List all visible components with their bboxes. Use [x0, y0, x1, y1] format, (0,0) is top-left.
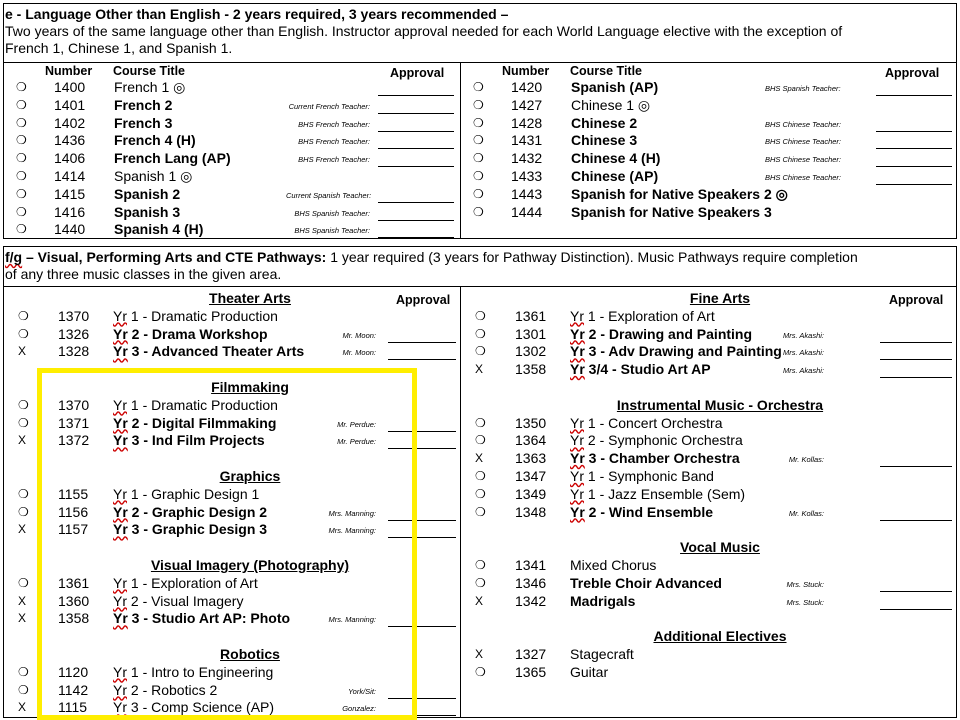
course-title: Yr 3 - Comp Science (AP) [113, 699, 275, 716]
course-mark[interactable]: ❍ [16, 80, 27, 94]
course-number: 1444 [511, 203, 543, 220]
group-title: Theater Arts [209, 290, 291, 306]
approval-line[interactable] [378, 202, 454, 203]
course-mark[interactable]: ❍ [18, 664, 29, 679]
course-mark[interactable]: X [18, 522, 27, 537]
course-mark[interactable]: ❍ [475, 415, 486, 430]
approval-line[interactable] [388, 359, 456, 360]
course-title: French Lang (AP) [114, 150, 231, 167]
group-title: Graphics [219, 468, 281, 484]
course-title: Yr 2 - Drawing and Painting [570, 325, 753, 342]
course-number: 1156 [58, 503, 89, 520]
course-number: 1302 [515, 343, 547, 360]
course-number: 1358 [58, 610, 90, 627]
course-title: Yr 3 - Chamber Orchestra [570, 450, 740, 467]
course-title: Yr 3 - Advanced Theater Arts [113, 343, 305, 360]
approval-label: Mrs. Manning: [328, 615, 376, 625]
approval-label: BHS Spanish Teacher: [294, 226, 370, 236]
course-title: Stagecraft [570, 646, 634, 662]
approval-line[interactable] [876, 95, 952, 96]
course-mark[interactable]: ❍ [475, 469, 486, 483]
course-title: Yr 1 - Symphonic Band [570, 468, 714, 484]
course-number: 1342 [515, 592, 547, 609]
course-number: 1155 [58, 485, 89, 502]
course-title: Yr 1 - Intro to Engineering [113, 663, 274, 680]
course-title: Yr 1 - Exploration of Art [113, 574, 258, 591]
approval-label: BHS French Teacher: [298, 137, 370, 147]
course-mark[interactable]: ❍ [18, 486, 29, 501]
highlight-box [37, 368, 417, 720]
course-title: Spanish 3 [114, 203, 181, 220]
course-title: Yr 3 - Adv Drawing and Painting [570, 343, 782, 360]
course-number: 1401 [54, 96, 86, 113]
course-title: Yr 2 - Symphonic Orchestra [570, 432, 743, 449]
course-number: 1361 [515, 307, 547, 324]
course-mark[interactable]: ❍ [473, 169, 484, 183]
course-number: 1346 [515, 574, 547, 591]
group-title: Vocal Music [680, 539, 760, 556]
course-title: Madrigals [570, 592, 636, 609]
approval-line[interactable] [876, 184, 952, 185]
course-mark[interactable]: ❍ [18, 415, 29, 430]
course-title: Treble Choir Advanced [570, 574, 722, 591]
arts-heading: f/g – Visual, Performing Arts and CTE Pathways: 1 year required (3 years for Pathway Distinction). Music Pathways require completion [5, 249, 858, 265]
course-mark[interactable]: ❍ [16, 115, 27, 130]
column-header-title: Course Title [570, 64, 643, 78]
course-mark[interactable]: ❍ [473, 133, 484, 148]
approval-line[interactable] [378, 166, 454, 167]
course-number: 1370 [58, 307, 90, 324]
course-mark[interactable]: ❍ [475, 433, 486, 448]
course-title: French 1 ◎ [114, 79, 186, 95]
course-title: Yr 2 - Digital Filmmaking [113, 414, 277, 431]
approval-line[interactable] [880, 591, 952, 592]
course-title: Guitar [570, 663, 609, 680]
course-title: French 4 (H) [114, 132, 196, 149]
approval-label: BHS Chinese Teacher: [765, 173, 842, 182]
approval-label: BHS French Teacher: [298, 119, 370, 129]
course-number: 1400 [54, 79, 86, 95]
course-mark[interactable]: ❍ [16, 133, 27, 148]
approval-label: Current Spanish Teacher: [286, 190, 372, 200]
course-mark[interactable]: ❍ [18, 682, 29, 697]
approval-label: Current French Teacher: [288, 101, 370, 111]
course-mark[interactable]: ❍ [16, 204, 27, 219]
approval-label: Mr. Moon: [342, 348, 376, 358]
group-title: Robotics [220, 646, 280, 662]
course-number: 1301 [515, 325, 547, 342]
approval-line[interactable] [378, 95, 454, 96]
course-mark[interactable]: ❍ [475, 308, 486, 323]
approval-label: Mrs. Akashi: [783, 330, 824, 340]
approval-line[interactable] [378, 113, 454, 114]
course-mark[interactable]: ❍ [18, 326, 29, 341]
course-title: Yr 2 - Robotics 2 [113, 681, 218, 698]
course-mark[interactable]: ❍ [18, 575, 29, 590]
approval-line[interactable] [378, 148, 454, 149]
course-number: 1327 [515, 646, 547, 662]
approval-line[interactable] [880, 359, 952, 360]
course-mark[interactable]: ❍ [16, 151, 27, 166]
course-title: Yr 1 - Concert Orchestra [570, 414, 723, 431]
column-header-approval: Approval [396, 293, 451, 307]
course-title: Yr 2 - Graphic Design 2 [113, 503, 268, 520]
course-title: Mixed Chorus [570, 557, 657, 573]
approval-label: BHS Spanish Teacher: [765, 84, 841, 93]
course-number: 1414 [54, 168, 86, 184]
course-number: 1120 [58, 663, 89, 680]
course-number: 1372 [58, 432, 90, 449]
course-title: Spanish for Native Speakers 3 [571, 203, 772, 220]
course-mark[interactable]: ❍ [18, 397, 29, 412]
group-title: Fine Arts [689, 290, 751, 306]
course-number: 1402 [54, 114, 86, 131]
approval-line[interactable] [880, 520, 952, 521]
course-mark[interactable]: X [18, 433, 27, 448]
course-number: 1415 [54, 185, 86, 202]
approval-line[interactable] [378, 237, 454, 238]
approval-label: Mr. Moon: [342, 330, 376, 340]
column-header-title: Course Title [113, 64, 186, 78]
approval-line[interactable] [880, 609, 952, 610]
course-title: Spanish for Native Speakers 2 ◎ [571, 185, 788, 202]
course-number: 1341 [515, 557, 547, 573]
language-desc: Two years of the same language other than English. Instructor approval needed for each World Language elective with the exception of [5, 23, 843, 39]
course-number: 1157 [58, 521, 89, 538]
approval-label: Gonzalez: [342, 704, 376, 714]
column-header-number: Number [45, 64, 93, 78]
approval-label: Mr. Kollas: [788, 508, 824, 518]
course-mark[interactable]: ❍ [18, 308, 29, 323]
course-title: Yr 3 - Studio Art AP: Photo [113, 610, 291, 627]
course-number: 1371 [58, 414, 90, 431]
approval-line[interactable] [876, 148, 952, 149]
course-mark[interactable]: X [475, 647, 484, 661]
course-number: 1347 [515, 468, 547, 484]
approval-label: Mrs. Manning: [328, 508, 376, 518]
course-title: Chinese 1 ◎ [571, 96, 651, 113]
divider [460, 286, 461, 717]
course-title: Yr 1 - Exploration of Art [570, 307, 715, 324]
course-title: Yr 2 - Visual Imagery [113, 592, 244, 609]
course-title: French 2 [114, 96, 173, 113]
course-mark[interactable]: ❍ [473, 115, 484, 130]
approval-label: BHS Chinese Teacher: [765, 137, 842, 147]
course-mark[interactable]: ❍ [473, 151, 484, 166]
course-title: Yr 3/4 - Studio Art AP [570, 361, 711, 378]
course-mark[interactable]: X [475, 451, 484, 466]
course-mark[interactable]: ❍ [475, 504, 486, 519]
course-title: Yr 1 - Jazz Ensemble (Sem) [570, 485, 746, 502]
course-mark[interactable]: ❍ [16, 97, 27, 112]
divider [460, 62, 461, 238]
approval-label: BHS Spanish Teacher: [294, 208, 370, 218]
course-title: Yr 1 - Dramatic Production [113, 396, 278, 413]
course-number: 1433 [511, 168, 543, 184]
course-number: 1432 [511, 150, 543, 167]
approval-label: BHS Chinese Teacher: [765, 155, 842, 165]
course-number: 1142 [58, 681, 89, 698]
approval-label: Mrs. Manning: [328, 526, 376, 536]
group-title: Instrumental Music - Orchestra [616, 396, 824, 413]
approval-line[interactable] [378, 220, 454, 221]
course-mark[interactable]: ❍ [475, 558, 486, 572]
approval-line[interactable] [880, 377, 952, 378]
approval-label: Mr. Kollas: [788, 455, 824, 465]
approval-label: Mrs. Stuck: [786, 597, 824, 607]
course-mark[interactable]: ❍ [475, 344, 486, 359]
course-mark[interactable]: ❍ [475, 664, 486, 679]
course-number: 1365 [515, 663, 547, 680]
course-mark[interactable]: X [475, 593, 484, 608]
course-title: Yr 2 - Wind Ensemble [570, 503, 714, 520]
course-number: 1350 [515, 414, 547, 431]
approval-label: Mrs. Akashi: [783, 348, 824, 358]
course-title: Yr 1 - Graphic Design 1 [113, 485, 260, 502]
approval-label: Mrs. Akashi: [783, 366, 824, 376]
approval-line[interactable] [876, 166, 952, 167]
course-number: 1326 [58, 325, 90, 342]
approval-line[interactable] [876, 131, 952, 132]
group-title: Additional Electives [653, 628, 787, 645]
course-title: Yr 3 - Graphic Design 3 [113, 521, 268, 538]
course-number: 1370 [58, 396, 90, 413]
course-mark[interactable]: ❍ [16, 186, 27, 201]
course-number: 1360 [58, 592, 90, 609]
course-mark[interactable]: X [18, 700, 27, 715]
course-title: Yr 3 - Ind Film Projects [113, 432, 265, 449]
course-number: 1443 [511, 185, 543, 202]
course-number: 1328 [58, 343, 90, 360]
course-number: 1115 [58, 699, 88, 716]
column-header-number: Number [502, 64, 550, 78]
course-number: 1436 [54, 132, 86, 149]
column-header-approval: Approval [390, 66, 445, 80]
group-title: Filmmaking [211, 379, 289, 395]
course-number: 1440 [54, 221, 86, 238]
course-number: 1406 [54, 150, 86, 167]
approval-label: BHS French Teacher: [298, 155, 370, 165]
course-mark[interactable]: ❍ [475, 575, 486, 590]
course-title: Spanish 4 (H) [114, 221, 204, 238]
course-mark[interactable]: ❍ [473, 97, 484, 112]
column-header-approval: Approval [885, 66, 940, 80]
course-title: Chinese (AP) [571, 168, 659, 184]
course-number: 1427 [511, 96, 543, 113]
course-mark[interactable]: X [18, 611, 27, 626]
approval-label: Mrs. Stuck: [786, 579, 824, 589]
course-mark[interactable]: X [18, 344, 27, 359]
course-number: 1431 [511, 132, 543, 149]
divider [3, 286, 957, 287]
course-mark[interactable]: ❍ [475, 486, 486, 501]
course-number: 1420 [511, 79, 543, 95]
course-title: Spanish (AP) [571, 79, 659, 95]
course-title: Yr 1 - Dramatic Production [113, 307, 278, 324]
course-title: Spanish 1 ◎ [114, 168, 193, 184]
course-title: French 3 [114, 114, 173, 131]
course-number: 1348 [515, 503, 547, 520]
arts-desc: of any three music classes in the given area. [5, 266, 282, 282]
approval-label: Mr. Perdue: [337, 437, 376, 447]
course-mark[interactable]: X [18, 593, 27, 608]
course-mark[interactable]: ❍ [473, 186, 484, 201]
course-mark[interactable]: ❍ [473, 80, 484, 94]
approval-line[interactable] [378, 131, 454, 132]
course-number: 1358 [515, 361, 547, 378]
column-header-approval: Approval [889, 293, 944, 307]
approval-label: Mr. Perdue: [337, 419, 376, 429]
course-number: 1364 [515, 432, 547, 449]
course-mark[interactable]: ❍ [16, 169, 27, 183]
course-number: 1349 [515, 485, 547, 502]
course-title: Spanish 2 [114, 185, 181, 202]
course-mark[interactable]: ❍ [16, 222, 27, 237]
approval-line[interactable] [388, 342, 456, 343]
course-mark[interactable]: ❍ [18, 504, 29, 519]
course-title: Yr 2 - Drama Workshop [113, 325, 268, 342]
approval-line[interactable] [880, 342, 952, 343]
language-heading: e - Language Other than English - 2 years required, 3 years recommended – [5, 6, 509, 22]
course-mark[interactable]: X [475, 362, 484, 377]
course-number: 1416 [54, 203, 86, 220]
group-title: Visual Imagery (Photography) [150, 557, 350, 573]
course-number: 1361 [58, 574, 90, 591]
course-mark[interactable]: ❍ [473, 204, 484, 219]
course-number: 1428 [511, 114, 543, 131]
course-number: 1363 [515, 450, 547, 467]
approval-label: BHS Chinese Teacher: [765, 119, 842, 129]
approval-line[interactable] [880, 466, 952, 467]
course-title: Chinese 2 [571, 114, 638, 131]
language-desc-2: French 1, Chinese 1, and Spanish 1. [5, 40, 233, 56]
approval-label: York/Sit: [348, 686, 376, 696]
course-title: Chinese 4 (H) [571, 150, 661, 167]
course-mark[interactable]: ❍ [475, 326, 486, 341]
course-title: Chinese 3 [571, 132, 638, 149]
